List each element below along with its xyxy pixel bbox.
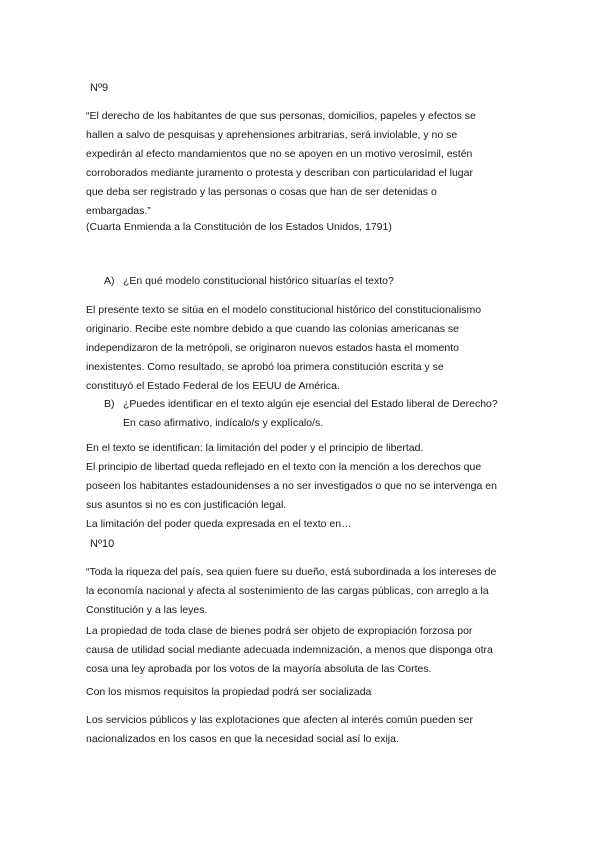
quote-constitution-p1 (86, 563, 526, 620)
text-line: El principio de libertad queda reflejado en el texto con la mención a los derechos que (86, 461, 482, 473)
quote-constitution-p2 (86, 622, 526, 679)
question-text (123, 272, 394, 291)
text-line: constituyó el Estado Federal de los EEUU de América. (86, 380, 340, 392)
text-line: Con los mismos requisitos la propiedad podrá ser socializada (86, 686, 372, 698)
text-line: sus asuntos si no es con justificación legal. (86, 499, 287, 511)
section-heading-10: Nº10 (90, 538, 115, 550)
text-line: El presente texto se sitúa en el modelo constitucional histórico del constitucionalismo (86, 304, 482, 316)
text-line: independizaron de la metrópoli, se originaron nuevos estados hasta el momento (86, 342, 459, 354)
question-letter: A) (104, 275, 115, 287)
text-line: que deba ser registrado y las personas o cosas que han de ser detenidas o (86, 186, 437, 198)
text-line: “Toda la riqueza del país, sea quien fuere su dueño, está subordinada a los intereses de (86, 566, 497, 578)
quote-source: (Cuarta Enmienda a la Constitución de los Estados Unidos, 1791) (86, 221, 392, 233)
text-line: Los servicios públicos y las explotaciones que afecten al interés común pueden ser (86, 714, 473, 726)
text-line: ¿Puedes identificar en el texto algún eje esencial del Estado liberal de Derecho? (123, 398, 498, 410)
text-line: la economía nacional y afecta al sostenimiento de las cargas públicas, con arreglo a la (86, 585, 489, 597)
text-line: poseen los habitantes estadounidenses a no ser investigados o que no se intervenga en (86, 480, 497, 492)
section-heading-9: Nº9 (90, 82, 109, 94)
question-a (104, 272, 524, 291)
text-line: ¿En qué modelo constitucional histórico situarías el texto? (123, 275, 394, 287)
text-line: expedirán al efecto mandamientos que no se apoyen en un motivo verosímil, estén (86, 148, 473, 160)
quote-constitution-p3 (86, 683, 526, 702)
text-line: originario. Recibe este nombre debido a que cuando las colonias americanas se (86, 323, 459, 335)
quote-fourth-amendment (86, 107, 526, 221)
text-line: “El derecho de los habitantes de que sus personas, domicilios, papeles y efectos se (86, 110, 476, 122)
text-line: En el texto se identifican: la limitación del poder y el principio de libertad. (86, 442, 424, 454)
quote-constitution-p4 (86, 711, 526, 749)
text-line: inexistentes. Como resultado, se aprobó loa primera constitución escrita y se (86, 361, 444, 373)
text-line: La propiedad de toda clase de bienes podrá ser objeto de expropiación forzosa por (86, 625, 473, 637)
answer-a (86, 301, 526, 396)
text-line: corroborados mediante juramento o protesta y describan con particularidad el lugar (86, 167, 473, 179)
text-line: La limitación del poder queda expresada en el texto en… (86, 518, 352, 530)
text-line: embargadas.” (86, 205, 151, 217)
text-line: Constitución y a las leyes. (86, 604, 208, 616)
text-line: hallen a salvo de pesquisas y aprehensiones arbitrarias, será inviolable, y no se (86, 129, 458, 141)
text-line: causa de utilidad social mediante adecuada indemnización, a menos que disponga otra (86, 644, 493, 656)
text-line: cosa una ley aprobada por los votos de la mayoría absoluta de las Cortes. (86, 663, 432, 675)
question-b (104, 395, 524, 433)
text-line: En caso afirmativo, indícalo/s y explícalo/s. (123, 417, 324, 429)
text-line: nacionalizados en los casos en que la necesidad social así lo exija. (86, 733, 399, 745)
question-letter: B) (104, 398, 115, 410)
question-text (123, 395, 498, 433)
answer-b (86, 439, 526, 534)
